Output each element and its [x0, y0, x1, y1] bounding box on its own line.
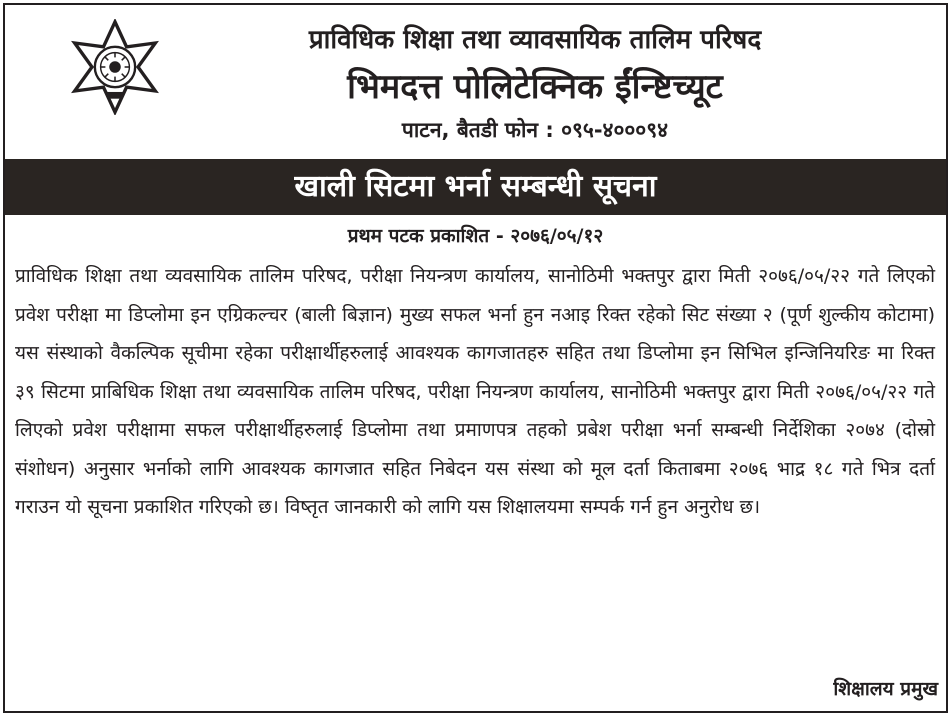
notice-title-banner: खाली सिटमा भर्ना सम्बन्धी सूचना [5, 159, 946, 215]
signature-title: शिक्षालय प्रमुख [833, 678, 938, 700]
letterhead [5, 5, 946, 157]
notice-body: प्राविधिक शिक्षा तथा व्यवसायिक तालिम परिषद, परीक्षा नियन्त्रण कार्यालय, सानोठिमी भक्तपुर द्वारा मिती २०७६/०५/२२ गते लिएको प्रवेश परीक्षा मा डिप्लोमा इन एग्रिकल्चर (बाली बिज्ञान) मुख्य सफल भर्ना हुन नआइ रिक्त रहेको सिट संख्या २ (पूर्ण शुल्कीय कोटामा) यस संस्थाको वैकल्पिक सूचीमा रहेका परीक्षार्थीहरुलाई आवश्यक कागजातहरु सहित तथा डिप्लोमा इन सिभिल इन्जिनियरिङ मा रिक्त ३९ सिटमा प्राबिधिक शिक्षा तथा व्यवसायिक तालिम परिषद, परीक्षा नियन्त्रण कार्यालय, सानोठिमी भक्तपुर द्वारा मिती २०७६/०५/२२ गते लिएको प्रवेश परीक्षामा सफल परीक्षार्थीहरुलाई डिप्लोमा तथा प्रमाणपत्र तहको प्रबेश परीक्षा भर्ना सम्बन्धी निर्देशिका २०७४ (दोस्रो संशोधन) अनुसार भर्नाको लागि आवश्यक कागजात सहित निबेदन यस संस्था को मूल दर्ता किताबमा २०७६ भाद्र १८ गते भित्र दर्ता गराउन यो सूचना प्रकाशित गरिएको छ। विष्तृत जानकारी को लागि यस शिक्षालयमा सम्पर्क गर्न हुन अनुरोध छ। [15, 265, 935, 518]
notice-frame [3, 3, 948, 713]
address-phone: पाटन, बैतडी फोन : ०९५-४०००९४ [401, 118, 669, 142]
organization-name: प्राविधिक शिक्षा तथा व्यावसायिक तालिम परिषद [308, 25, 762, 55]
institute-name: भिमदत्त पोलिटेक्निक ईंन्ष्टिच्यूट [347, 67, 723, 107]
publication-date: प्रथम पटक प्रकाशित - २०७६/०५/१२ [347, 225, 604, 247]
